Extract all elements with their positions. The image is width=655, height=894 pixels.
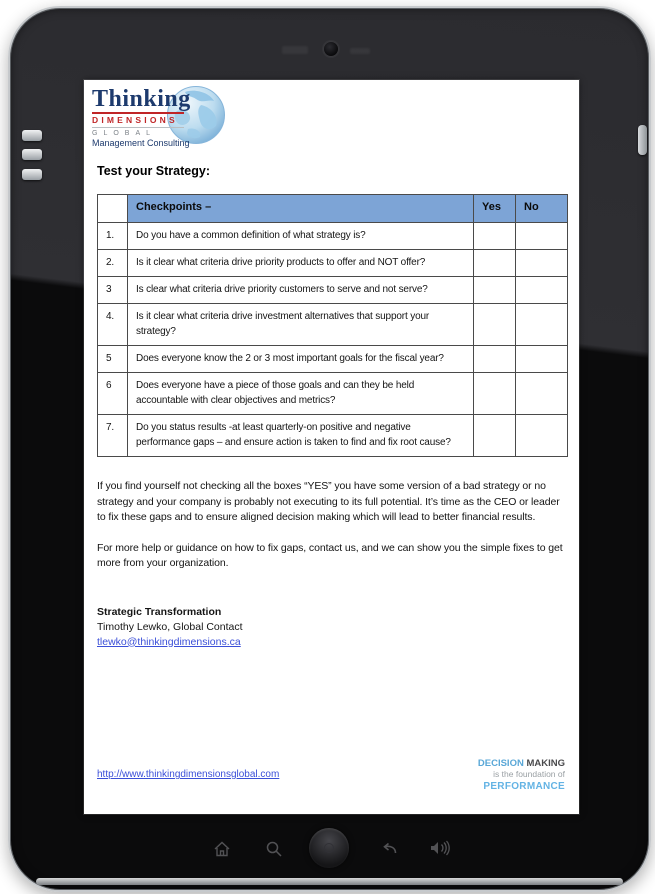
table-header-yes: Yes: [474, 195, 516, 223]
row-number: 6: [98, 373, 128, 415]
checkpoint-text: Is clear what criteria drive priority customers to serve and not serve?: [128, 277, 474, 304]
bottom-edge: [36, 878, 623, 885]
table-row: [98, 277, 568, 304]
row-number: 5: [98, 346, 128, 373]
body-paragraph-2: For more help or guidance on how to fix gaps, contact us, and we can show you the simple fixes to get more from your organization.: [97, 541, 563, 569]
right-side-button[interactable]: [638, 125, 647, 155]
row-number: 3: [98, 277, 128, 304]
home-icon[interactable]: [213, 840, 231, 858]
checklist-table: [97, 194, 568, 457]
logo-name: Thinking: [92, 86, 191, 112]
yes-cell: [474, 373, 516, 415]
bezel-marking-left: [282, 46, 308, 54]
row-number: 4.: [98, 304, 128, 346]
checkpoint-text: Is it clear what criteria drive priority products to offer and NOT offer?: [128, 250, 474, 277]
document-page: [84, 80, 579, 814]
tagline-performance: PERFORMANCE: [483, 780, 565, 792]
logo-text: [92, 87, 242, 148]
home-button[interactable]: [309, 828, 349, 868]
table-header-empty: [98, 195, 128, 223]
row-number: 7.: [98, 415, 128, 457]
left-side-button-1[interactable]: [22, 130, 42, 141]
checkpoint-text: Is it clear what criteria drive investment alternatives that support your strategy?: [128, 304, 474, 346]
tagline-middle: is the foundation of: [493, 769, 565, 779]
yes-cell: [474, 304, 516, 346]
left-side-button-3[interactable]: [22, 169, 42, 180]
search-icon[interactable]: [265, 840, 283, 858]
document-footer: [97, 758, 565, 793]
row-number: 1.: [98, 223, 128, 250]
no-cell: [516, 223, 568, 250]
checkpoint-text: Do you have a common definition of what strategy is?: [128, 223, 474, 250]
contact-block: [97, 605, 565, 650]
left-side-button-2[interactable]: [22, 149, 42, 160]
table-row: [98, 373, 568, 415]
front-camera-icon: [323, 41, 339, 57]
yes-cell: [474, 250, 516, 277]
table-row: [98, 304, 568, 346]
no-cell: [516, 277, 568, 304]
no-cell: [516, 415, 568, 457]
tagline-decision: DECISION: [477, 757, 524, 769]
table-row: [98, 223, 568, 250]
tagline-making: MAKING: [526, 757, 565, 769]
logo-tagline: Management Consulting: [92, 138, 190, 148]
yes-cell: [474, 346, 516, 373]
company-logo: [92, 87, 242, 147]
checkpoint-text: Does everyone have a piece of those goals and can they be held accountable with clear objectives and metrics?: [128, 373, 474, 415]
contact-email-link[interactable]: tlewko@thinkingdimensions.ca: [97, 635, 241, 648]
logo-division: DIMENSIONS: [92, 112, 184, 125]
table-header-row: [98, 195, 568, 223]
back-icon[interactable]: [380, 840, 398, 858]
table-row: [98, 346, 568, 373]
table-row: [98, 250, 568, 277]
checkpoint-text: Does everyone know the 2 or 3 most important goals for the fiscal year?: [128, 346, 474, 373]
contact-name: Timothy Lewko, Global Contact: [97, 620, 243, 633]
yes-cell: [474, 415, 516, 457]
tablet-device: [8, 6, 651, 892]
checkpoint-text: Do you status results -at least quarterly-on positive and negative performance gaps – and ensure action is taken to find and fix root cause?: [128, 415, 474, 457]
no-cell: [516, 346, 568, 373]
no-cell: [516, 250, 568, 277]
no-cell: [516, 373, 568, 415]
table-row: [98, 415, 568, 457]
volume-icon[interactable]: [429, 839, 451, 857]
table-header-checkpoints: Checkpoints –: [128, 195, 474, 223]
logo-region: GLOBAL: [92, 127, 184, 137]
no-cell: [516, 304, 568, 346]
contact-heading: Strategic Transformation: [97, 605, 222, 618]
page-title: Test your Strategy:: [97, 164, 210, 178]
bezel-marking-right: [350, 48, 370, 54]
body-paragraph-1: If you find yourself not checking all the boxes “YES” you have some version of a bad strategy or no strategy and your company is probably not executing to its full potential. It’s time as the CEO or leader to fix these gaps and to ensure aligned decision making which will lead to better financial results.: [97, 480, 560, 523]
brand-tagline: [478, 758, 565, 793]
yes-cell: [474, 277, 516, 304]
row-number: 2.: [98, 250, 128, 277]
table-header-no: No: [516, 195, 568, 223]
yes-cell: [474, 223, 516, 250]
website-link[interactable]: http://www.thinkingdimensionsglobal.com: [97, 769, 280, 780]
